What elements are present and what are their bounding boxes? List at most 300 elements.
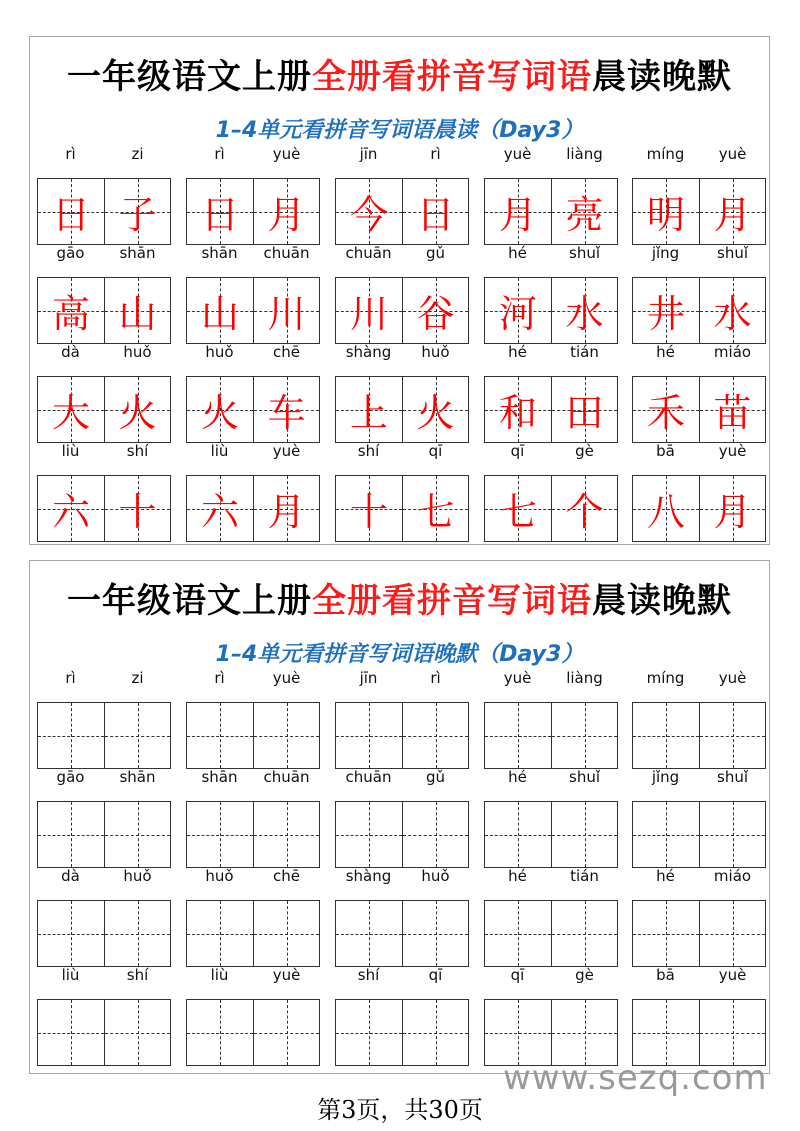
evening-dictation-panel <box>29 560 770 1074</box>
hanzi-character: 日 <box>51 193 90 237</box>
word-item <box>632 966 766 1065</box>
word-item <box>632 244 766 343</box>
pinyin-label: shuǐ <box>569 768 600 786</box>
word-item <box>335 867 469 966</box>
character-box <box>484 376 618 443</box>
word-item <box>186 966 320 1065</box>
pinyin-label: yuè <box>718 145 747 163</box>
hanzi-character: 月 <box>713 193 752 237</box>
writing-box[interactable] <box>186 900 320 967</box>
hanzi-character: 七 <box>416 490 455 534</box>
tianzige-cell <box>551 179 617 244</box>
tianzige-cell <box>633 278 699 343</box>
tianzige-cell[interactable] <box>633 802 699 867</box>
word-item <box>37 244 171 343</box>
tianzige-cell[interactable] <box>187 901 253 966</box>
tianzige-cell <box>551 377 617 442</box>
tianzige-cell[interactable] <box>104 703 170 768</box>
pinyin-label: jǐng <box>651 768 680 786</box>
word-item <box>335 768 469 867</box>
hanzi-character: 大 <box>51 391 90 435</box>
pinyin-label: chē <box>273 867 300 885</box>
pinyin-label: jīn <box>359 669 378 687</box>
tianzige-cell[interactable] <box>633 901 699 966</box>
pinyin-label: miáo <box>713 343 752 361</box>
tianzige-cell <box>485 179 551 244</box>
hanzi-character: 月 <box>498 193 537 237</box>
tianzige-cell[interactable] <box>336 802 402 867</box>
tianzige-cell <box>551 278 617 343</box>
pinyin-label: hé <box>508 867 527 885</box>
tianzige-cell[interactable] <box>551 703 617 768</box>
word-item <box>484 244 618 343</box>
pinyin-label: shí <box>126 966 149 984</box>
hanzi-character: 月 <box>267 490 306 534</box>
word-item <box>335 244 469 343</box>
tianzige-cell[interactable] <box>402 1000 468 1065</box>
pinyin-label: qī <box>428 966 443 984</box>
writing-box[interactable] <box>484 999 618 1066</box>
pinyin-label: rì <box>430 669 441 687</box>
pinyin-label: hé <box>508 244 527 262</box>
writing-box[interactable] <box>186 801 320 868</box>
character-box <box>37 376 171 443</box>
pinyin-label: liù <box>61 966 80 984</box>
morning-reading-panel <box>29 36 770 545</box>
pinyin-label: yuè <box>272 145 301 163</box>
pinyin-label: rì <box>65 669 76 687</box>
word-item <box>335 966 469 1065</box>
pinyin-label: tián <box>570 867 599 885</box>
tianzige-cell <box>104 377 170 442</box>
hanzi-character <box>105 802 170 867</box>
tianzige-cell[interactable] <box>633 1000 699 1065</box>
word-row <box>37 669 763 768</box>
character-box <box>186 277 320 344</box>
character-box <box>632 376 766 443</box>
word-item <box>37 145 171 244</box>
word-item <box>632 867 766 966</box>
pinyin-label: gāo <box>56 244 85 262</box>
hanzi-character <box>403 703 468 768</box>
tianzige-cell[interactable] <box>633 703 699 768</box>
word-item <box>37 343 171 442</box>
character-box <box>632 277 766 344</box>
tianzige-cell[interactable] <box>253 802 319 867</box>
word-item <box>186 768 320 867</box>
hanzi-character <box>552 1000 617 1065</box>
character-box <box>484 475 618 542</box>
pinyin-label: shí <box>126 442 149 460</box>
hanzi-character <box>485 901 551 966</box>
pinyin-label: hé <box>508 343 527 361</box>
hanzi-character <box>187 703 253 768</box>
hanzi-character <box>485 1000 551 1065</box>
word-item <box>632 669 766 768</box>
hanzi-character <box>105 901 170 966</box>
tianzige-cell <box>253 179 319 244</box>
title-prefix: 一年级语文上册 <box>67 57 312 97</box>
pinyin-label: bā <box>656 966 675 984</box>
hanzi-character <box>254 1000 319 1065</box>
tianzige-cell[interactable] <box>253 901 319 966</box>
tianzige-cell <box>485 278 551 343</box>
pinyin-label: shí <box>357 966 380 984</box>
hanzi-character <box>336 802 402 867</box>
hanzi-character: 和 <box>498 391 537 435</box>
tianzige-cell <box>402 278 468 343</box>
hanzi-character: 河 <box>498 292 537 336</box>
pinyin-label: huǒ <box>123 343 152 361</box>
tianzige-cell[interactable] <box>336 901 402 966</box>
pinyin-label: jǐng <box>651 244 680 262</box>
character-box <box>335 178 469 245</box>
hanzi-character <box>187 901 253 966</box>
pinyin-label: liù <box>210 442 229 460</box>
tianzige-cell <box>336 278 402 343</box>
tianzige-cell[interactable] <box>551 1000 617 1065</box>
writing-box[interactable] <box>632 900 766 967</box>
tianzige-cell[interactable] <box>402 703 468 768</box>
tianzige-cell[interactable] <box>485 802 551 867</box>
worksheet-title <box>30 573 769 622</box>
title-prefix: 一年级语文上册 <box>67 581 312 621</box>
word-item <box>37 669 171 768</box>
worksheet-title <box>30 49 769 98</box>
hanzi-character: 十 <box>349 490 388 534</box>
hanzi-character: 井 <box>646 292 685 336</box>
tianzige-cell <box>187 377 253 442</box>
tianzige-cell[interactable] <box>699 802 765 867</box>
pinyin-label: jīn <box>359 145 378 163</box>
writing-box[interactable] <box>37 702 171 769</box>
hanzi-character <box>254 901 319 966</box>
tianzige-cell <box>402 179 468 244</box>
pinyin-label: huǒ <box>205 867 234 885</box>
word-item <box>484 442 618 541</box>
tianzige-cell[interactable] <box>551 901 617 966</box>
pinyin-label: zi <box>131 669 144 687</box>
tianzige-cell[interactable] <box>402 802 468 867</box>
hanzi-character: 川 <box>267 292 306 336</box>
hanzi-character <box>336 1000 402 1065</box>
hanzi-character: 上 <box>349 391 388 435</box>
tianzige-cell[interactable] <box>402 901 468 966</box>
title-highlight: 全册看拼音写词语 <box>312 581 592 621</box>
pinyin-label: chuān <box>345 768 392 786</box>
pinyin-label: shuǐ <box>717 768 748 786</box>
tianzige-cell[interactable] <box>336 703 402 768</box>
pinyin-label: chuān <box>345 244 392 262</box>
section-subtitle: 1–4单元看拼音写词语晚默（Day3） <box>215 642 584 667</box>
pinyin-label: yuè <box>718 442 747 460</box>
word-row <box>37 867 763 966</box>
word-row <box>37 442 763 541</box>
pinyin-label: chē <box>273 343 300 361</box>
pinyin-label: rì <box>430 145 441 163</box>
hanzi-character <box>485 703 551 768</box>
tianzige-cell[interactable] <box>485 703 551 768</box>
hanzi-character: 谷 <box>416 292 455 336</box>
hanzi-character: 月 <box>713 490 752 534</box>
hanzi-character <box>552 901 617 966</box>
pinyin-label: rì <box>65 145 76 163</box>
character-box <box>37 277 171 344</box>
word-item <box>37 966 171 1065</box>
hanzi-character <box>700 1000 765 1065</box>
hanzi-character: 山 <box>118 292 157 336</box>
pinyin-label: liàng <box>566 145 603 163</box>
watermark: www.sezq.com <box>503 1058 768 1098</box>
pinyin-label: zi <box>131 145 144 163</box>
tianzige-cell <box>104 278 170 343</box>
word-item <box>484 867 618 966</box>
tianzige-cell[interactable] <box>699 703 765 768</box>
word-item <box>37 768 171 867</box>
hanzi-character <box>254 802 319 867</box>
character-box <box>335 277 469 344</box>
hanzi-character <box>336 901 402 966</box>
pinyin-label: shàng <box>345 867 392 885</box>
tianzige-cell[interactable] <box>187 703 253 768</box>
hanzi-character <box>700 703 765 768</box>
hanzi-character <box>633 901 699 966</box>
hanzi-character: 亮 <box>565 193 604 237</box>
pinyin-label: shān <box>201 768 238 786</box>
word-item <box>186 867 320 966</box>
hanzi-character <box>552 703 617 768</box>
tianzige-cell <box>253 278 319 343</box>
tianzige-cell <box>38 377 104 442</box>
pinyin-label: dà <box>61 343 80 361</box>
word-item <box>484 669 618 768</box>
tianzige-cell[interactable] <box>187 802 253 867</box>
tianzige-cell[interactable] <box>253 703 319 768</box>
word-item <box>632 145 766 244</box>
word-row <box>37 244 763 343</box>
title-suffix: 晨读晚默 <box>592 57 732 97</box>
tianzige-cell[interactable] <box>485 901 551 966</box>
tianzige-cell <box>699 476 765 541</box>
hanzi-character: 高 <box>51 292 90 336</box>
pinyin-label: huǒ <box>421 867 450 885</box>
pinyin-label: hé <box>656 867 675 885</box>
writing-box[interactable] <box>335 801 469 868</box>
hanzi-character: 六 <box>200 490 239 534</box>
writing-box[interactable] <box>632 702 766 769</box>
character-box <box>186 475 320 542</box>
tianzige-cell[interactable] <box>699 1000 765 1065</box>
tianzige-cell <box>187 476 253 541</box>
word-row <box>37 966 763 1065</box>
hanzi-character: 子 <box>118 193 157 237</box>
pinyin-label: liù <box>61 442 80 460</box>
writing-box[interactable] <box>484 801 618 868</box>
writing-box[interactable] <box>484 900 618 967</box>
character-box <box>186 376 320 443</box>
hanzi-character <box>552 802 617 867</box>
writing-box[interactable] <box>335 702 469 769</box>
pinyin-label: shí <box>357 442 380 460</box>
page-number: 第3页，共30页 <box>317 1096 483 1124</box>
tianzige-cell[interactable] <box>38 1000 104 1065</box>
pinyin-label: chuān <box>263 244 310 262</box>
pinyin-label: bā <box>656 442 675 460</box>
character-box <box>632 178 766 245</box>
tianzige-cell <box>253 476 319 541</box>
tianzige-cell[interactable] <box>38 703 104 768</box>
tianzige-cell[interactable] <box>104 1000 170 1065</box>
tianzige-cell[interactable] <box>253 1000 319 1065</box>
hanzi-character <box>105 1000 170 1065</box>
tianzige-cell[interactable] <box>38 802 104 867</box>
word-grid <box>37 145 763 541</box>
character-box <box>37 178 171 245</box>
pinyin-label: shàng <box>345 343 392 361</box>
word-item <box>186 669 320 768</box>
tianzige-cell <box>187 278 253 343</box>
tianzige-cell <box>633 476 699 541</box>
writing-box[interactable] <box>37 900 171 967</box>
hanzi-character: 十 <box>118 490 157 534</box>
word-item <box>632 343 766 442</box>
writing-box[interactable] <box>37 801 171 868</box>
pinyin-label: liù <box>210 966 229 984</box>
hanzi-character <box>336 703 402 768</box>
character-box <box>37 475 171 542</box>
hanzi-character <box>38 1000 104 1065</box>
section-subtitle: 1–4单元看拼音写词语晨读（Day3） <box>215 118 584 143</box>
tianzige-cell <box>336 476 402 541</box>
tianzige-cell <box>485 476 551 541</box>
tianzige-cell <box>104 179 170 244</box>
tianzige-cell <box>402 476 468 541</box>
writing-box[interactable] <box>186 999 320 1066</box>
writing-box[interactable] <box>335 900 469 967</box>
tianzige-cell <box>633 377 699 442</box>
tianzige-cell[interactable] <box>104 802 170 867</box>
writing-box[interactable] <box>186 702 320 769</box>
pinyin-label: gāo <box>56 768 85 786</box>
hanzi-character <box>254 703 319 768</box>
word-grid <box>37 669 763 1065</box>
pinyin-label: shuǐ <box>717 244 748 262</box>
tianzige-cell <box>699 377 765 442</box>
tianzige-cell <box>699 278 765 343</box>
word-item <box>632 442 766 541</box>
pinyin-label: gè <box>575 966 594 984</box>
hanzi-character <box>403 901 468 966</box>
word-item <box>186 244 320 343</box>
hanzi-character <box>105 703 170 768</box>
hanzi-character: 火 <box>200 391 239 435</box>
word-row <box>37 343 763 442</box>
tianzige-cell[interactable] <box>699 901 765 966</box>
word-item <box>335 343 469 442</box>
tianzige-cell[interactable] <box>187 1000 253 1065</box>
word-item <box>484 966 618 1065</box>
tianzige-cell <box>253 377 319 442</box>
tianzige-cell[interactable] <box>104 901 170 966</box>
tianzige-cell[interactable] <box>551 802 617 867</box>
word-item <box>335 669 469 768</box>
hanzi-character <box>700 802 765 867</box>
hanzi-character: 八 <box>646 490 685 534</box>
title-suffix: 晨读晚默 <box>592 581 732 621</box>
writing-box[interactable] <box>484 702 618 769</box>
hanzi-character <box>485 802 551 867</box>
hanzi-character <box>403 802 468 867</box>
word-item <box>186 442 320 541</box>
hanzi-character <box>633 1000 699 1065</box>
tianzige-cell <box>336 377 402 442</box>
hanzi-character: 日 <box>200 193 239 237</box>
pinyin-label: miáo <box>713 867 752 885</box>
writing-box[interactable] <box>37 999 171 1066</box>
tianzige-cell <box>38 179 104 244</box>
pinyin-label: yuè <box>718 966 747 984</box>
hanzi-character <box>38 901 104 966</box>
hanzi-character: 七 <box>498 490 537 534</box>
pinyin-label: chuān <box>263 768 310 786</box>
hanzi-character <box>633 703 699 768</box>
hanzi-character <box>38 802 104 867</box>
hanzi-character: 月 <box>267 193 306 237</box>
hanzi-character: 水 <box>713 292 752 336</box>
pinyin-label: gè <box>575 442 594 460</box>
pinyin-label: rì <box>214 145 225 163</box>
writing-box[interactable] <box>632 999 766 1066</box>
pinyin-label: yuè <box>272 669 301 687</box>
pinyin-label: qī <box>510 966 525 984</box>
hanzi-character: 苗 <box>713 391 752 435</box>
word-row <box>37 768 763 867</box>
writing-box[interactable] <box>632 801 766 868</box>
tianzige-cell[interactable] <box>336 1000 402 1065</box>
tianzige-cell[interactable] <box>38 901 104 966</box>
tianzige-cell[interactable] <box>485 1000 551 1065</box>
tianzige-cell <box>633 179 699 244</box>
writing-box[interactable] <box>335 999 469 1066</box>
character-box <box>632 475 766 542</box>
pinyin-label: liàng <box>566 669 603 687</box>
pinyin-label: míng <box>646 145 685 163</box>
hanzi-character: 水 <box>565 292 604 336</box>
tianzige-cell <box>699 179 765 244</box>
word-item <box>186 343 320 442</box>
pinyin-label: qī <box>510 442 525 460</box>
pinyin-label: shān <box>119 768 156 786</box>
word-item <box>484 343 618 442</box>
word-row <box>37 145 763 244</box>
word-item <box>37 442 171 541</box>
tianzige-cell <box>551 476 617 541</box>
tianzige-cell <box>38 476 104 541</box>
pinyin-label: tián <box>570 343 599 361</box>
tianzige-cell <box>336 179 402 244</box>
hanzi-character: 火 <box>416 391 455 435</box>
hanzi-character: 禾 <box>646 391 685 435</box>
tianzige-cell <box>485 377 551 442</box>
tianzige-cell <box>402 377 468 442</box>
pinyin-label: yuè <box>718 669 747 687</box>
pinyin-label: hé <box>508 768 527 786</box>
tianzige-cell <box>38 278 104 343</box>
hanzi-character: 个 <box>565 490 604 534</box>
pinyin-label: huǒ <box>123 867 152 885</box>
hanzi-character: 六 <box>51 490 90 534</box>
pinyin-label: shuǐ <box>569 244 600 262</box>
